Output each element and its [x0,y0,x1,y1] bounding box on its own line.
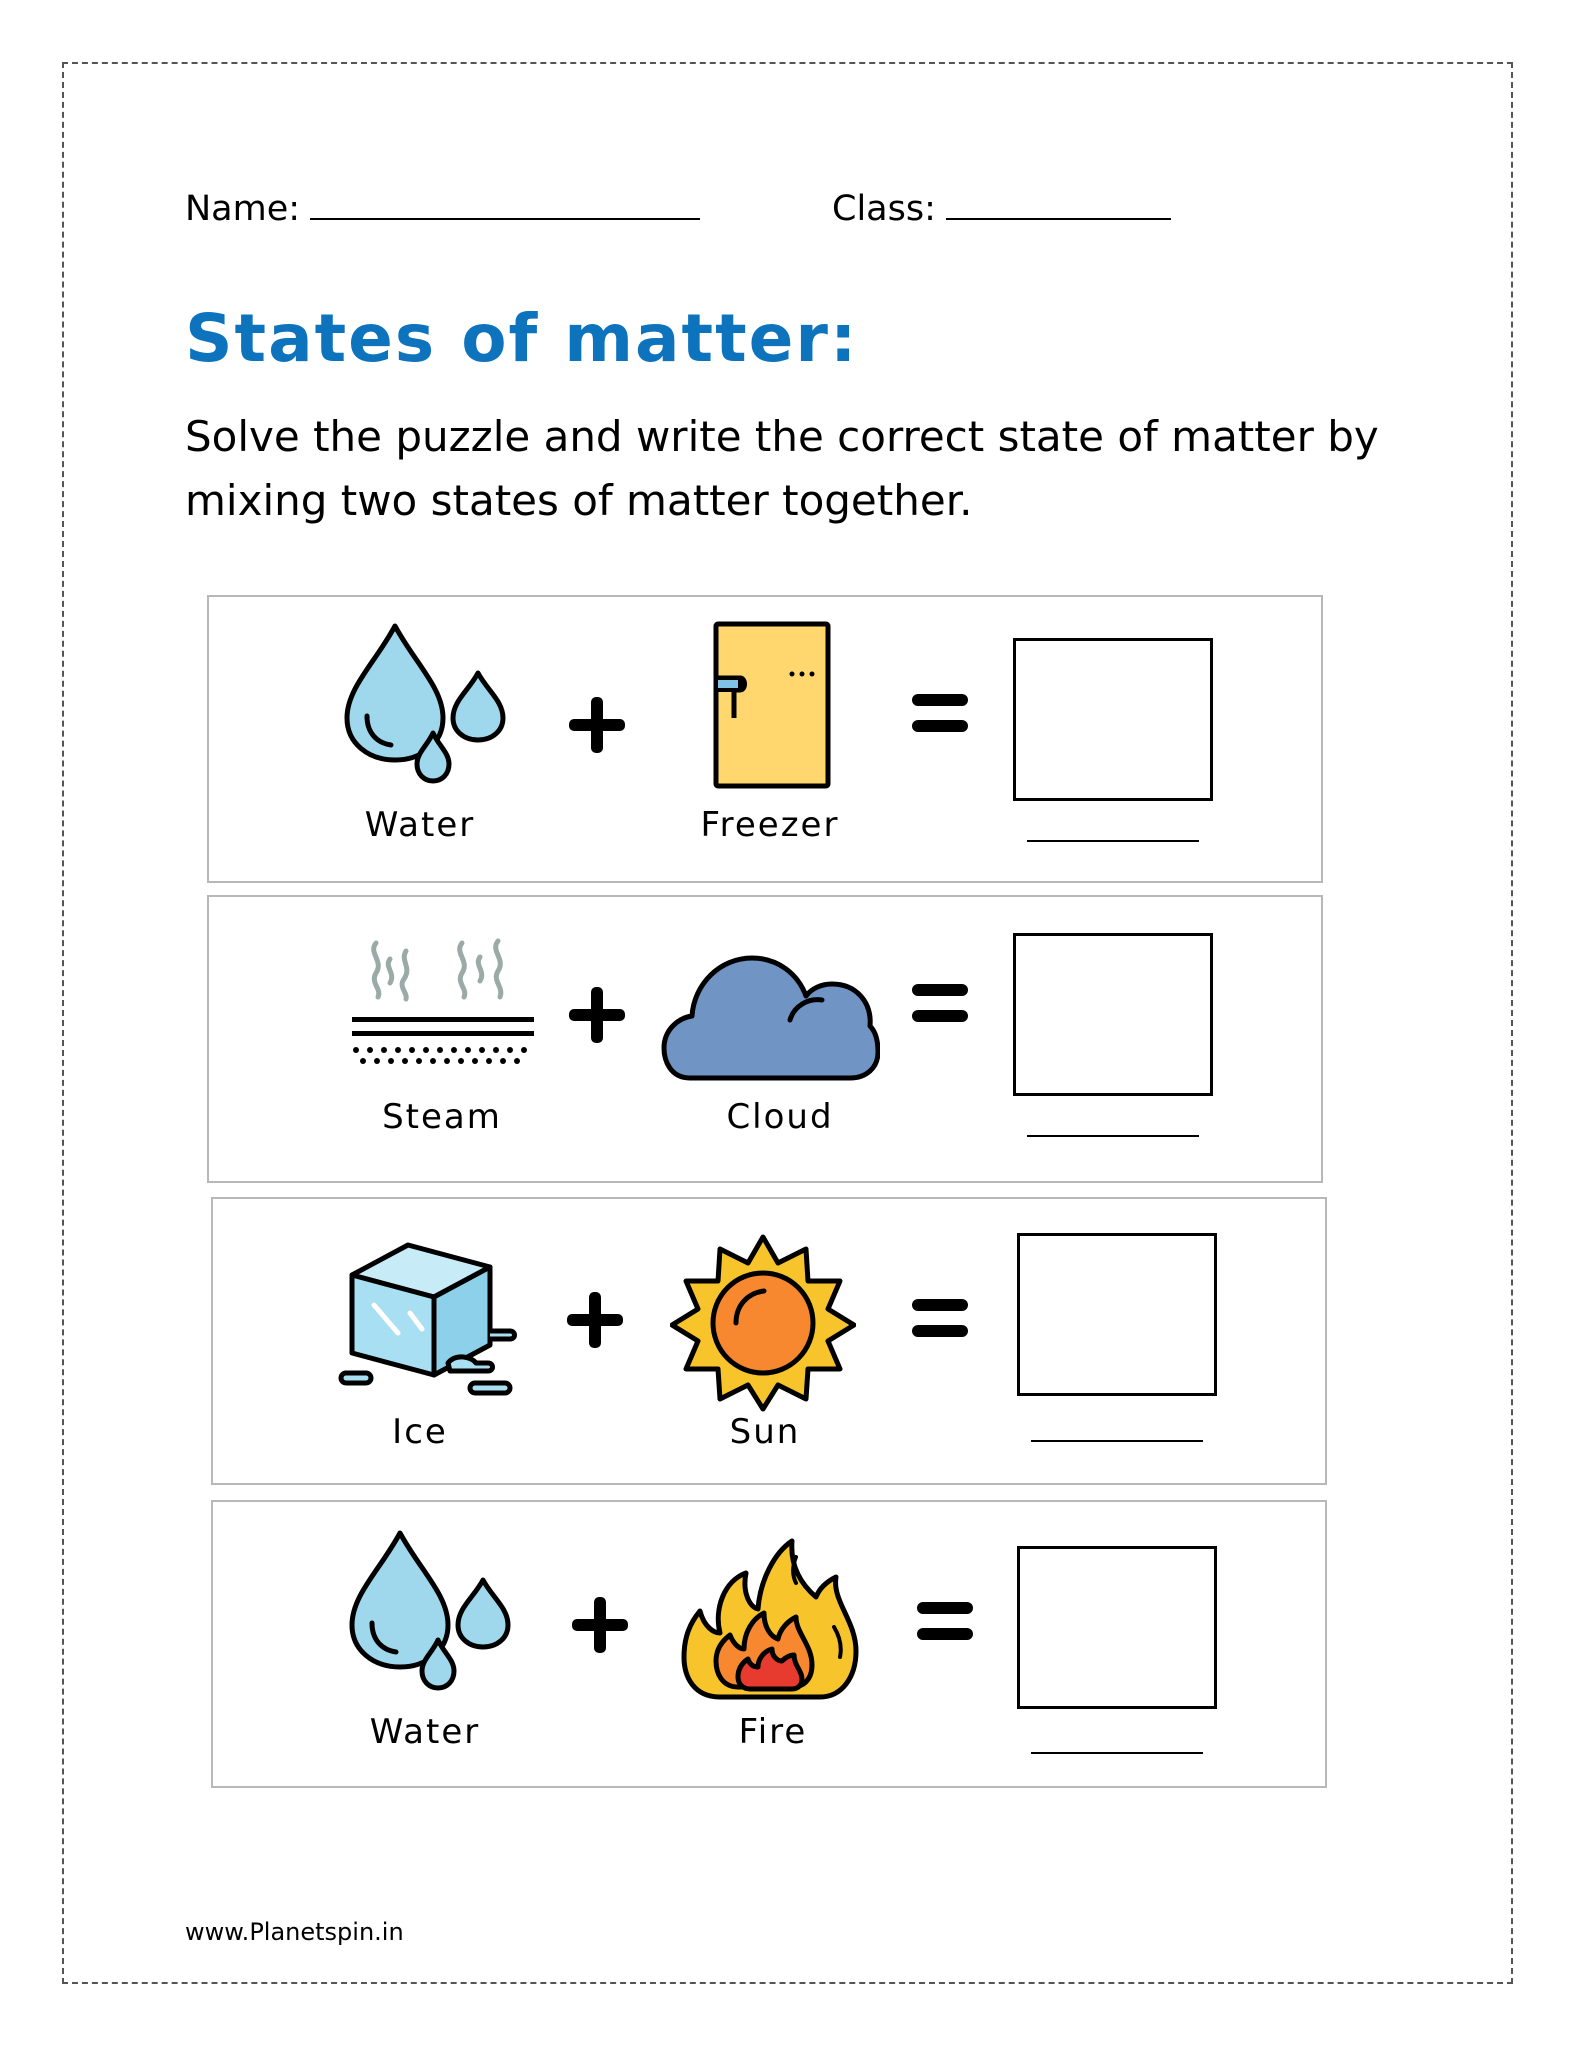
plus-icon [570,1595,630,1660]
footer-url: www.Planetspin.in [185,1918,404,1946]
water-drops-icon [335,618,510,788]
sun-icon [670,1233,856,1413]
plus-icon [567,985,627,1050]
answer-box-3[interactable] [1017,1233,1217,1396]
steam-icon [348,935,538,1075]
name-field[interactable] [185,188,700,229]
name-label: Name: [185,189,301,229]
left-label-3: Ice [392,1412,448,1452]
water-drops-icon [340,1525,515,1695]
answer-line-2[interactable] [1027,1135,1199,1137]
answer-line-1[interactable] [1027,840,1199,842]
plus-icon [565,1290,625,1355]
class-field[interactable] [832,188,1171,229]
class-label: Class: [832,189,936,229]
answer-box-1[interactable] [1013,638,1213,801]
equals-icon [910,690,970,743]
name-line[interactable] [310,188,700,220]
answer-line-3[interactable] [1031,1440,1203,1442]
right-label-1: Freezer [700,805,840,845]
answer-box-4[interactable] [1017,1546,1217,1709]
left-label-4: Water [369,1712,481,1752]
page-title: States of matter: [185,300,859,377]
right-label-2: Cloud [726,1097,834,1137]
equals-icon [910,980,970,1033]
cloud-icon [660,950,880,1085]
left-label-2: Steam [382,1097,502,1137]
right-label-3: Sun [729,1412,801,1452]
class-line[interactable] [946,188,1171,220]
answer-line-4[interactable] [1031,1752,1203,1754]
fire-icon [680,1537,860,1702]
left-label-1: Water [364,805,476,845]
equals-icon [915,1598,975,1651]
ice-cube-icon [338,1235,518,1400]
instructions: Solve the puzzle and write the correct state of matter by mixing two states of matter together. [185,412,1379,525]
right-label-4: Fire [738,1712,808,1752]
plus-icon [567,695,627,760]
freezer-icon [712,620,832,790]
equals-icon [910,1295,970,1348]
answer-box-2[interactable] [1013,933,1213,1096]
